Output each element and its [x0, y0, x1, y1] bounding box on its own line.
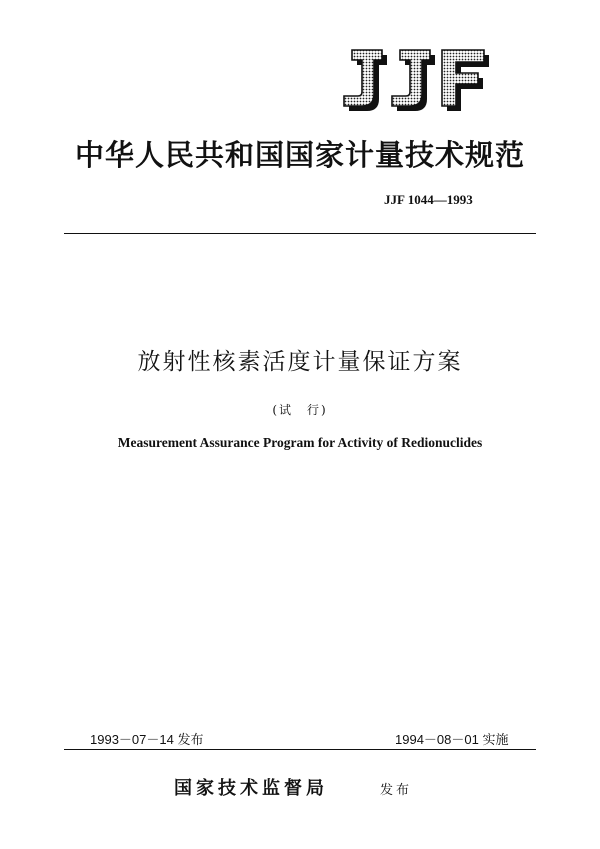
- standard-series-title: 中华人民共和国国家计量技术规范: [74, 138, 525, 172]
- trial-label: (试 行): [272, 403, 328, 417]
- implementation-date: 1994－08－01 实施: [395, 732, 509, 747]
- issue-date: 1993－07－14 发布: [90, 732, 204, 747]
- english-title: Measurement Assurance Program for Activity of Redionuclides: [117, 435, 483, 450]
- issuing-authority: 国家技术监督局: [174, 778, 328, 799]
- divider-top: [64, 233, 536, 234]
- standard-code: JJF 1044—1993: [384, 192, 473, 207]
- document-title: 放射性核素活度计量保证方案: [137, 349, 463, 375]
- jjf-logo: [338, 46, 494, 116]
- divider-bottom: [64, 749, 536, 750]
- issuing-authority-suffix: 发布: [380, 783, 413, 798]
